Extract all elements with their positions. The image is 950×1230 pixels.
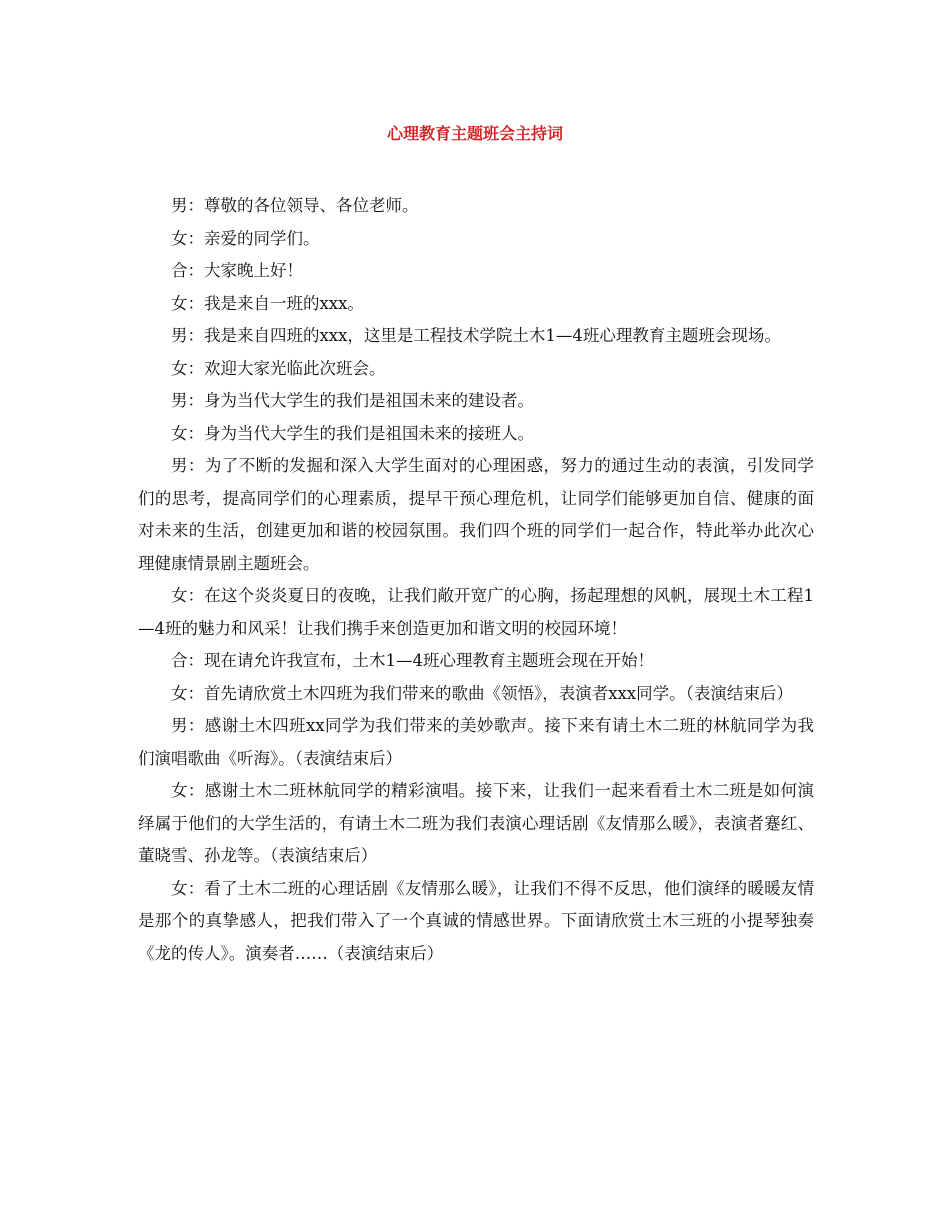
paragraph: 女：我是来自一班的xxx。 [171, 293, 364, 313]
paragraph: 男：感谢土木四班xx同学为我们带来的美妙歌声。接下来有请土木二班的林航同学为我们演唱歌曲《听海》。（表演结束后） [138, 716, 814, 768]
paragraph: 女：首先请欣赏土木四班为我们带来的歌曲《领悟》，表演者xxx同学。（表演结束后） [171, 683, 793, 703]
paragraph: 男：尊敬的各位领导、各位老师。 [171, 196, 419, 215]
paragraph: 男：身为当代大学生的我们是祖国未来的建设者。 [171, 391, 534, 410]
paragraph: 女：亲爱的同学们。 [171, 228, 320, 248]
paragraph: 合：大家晚上好！ [171, 261, 303, 280]
paragraph: 合：现在请允许我宣布，土木1—4班心理教育主题班会现在开始！ [171, 651, 654, 670]
paragraph: 女：感谢土木二班林航同学的精彩演唱。接下来，让我们一起来看看土木二班是如何演绎属于他们的大学生活的，有请土木二班为我们表演心理话剧《友情那么暖》，表演者蹇红、董晓雪、孙龙等。（表演结束后） [138, 781, 814, 865]
paragraph: 女：身为当代大学生的我们是祖国未来的接班人。 [171, 423, 534, 443]
paragraph: 女：看了土木二班的心理话剧《友情那么暖》，让我们不得不反思，他们演绎的暖暖友情是那个的真挚感人，把我们带入了一个真诚的情感世界。下面请欣赏土木三班的小提琴独奏《龙的传人》。演奏者……（表演结束后） [138, 878, 814, 963]
document-title: 心理教育主题班会主持词 [386, 124, 563, 143]
paragraph: 女：在这个炎炎夏日的夜晚，让我们敞开宽广的心胸，扬起理想的风帆，展现土木工程1—4班的魅力和风采！让我们携手来创造更加和谐文明的校园环境！ [138, 586, 814, 638]
paragraph: 男：为了不断的发掘和深入大学生面对的心理困惑，努力的通过生动的表演，引发同学们的思考，提高同学们的心理素质，提早干预心理危机，让同学们能够更加自信、健康的面对未来的生活，创建更加和谐的校园氛围。我们四个班的同学们一起合作，特此举办此次心理健康情景剧主题班会。 [138, 456, 814, 573]
paragraph: 男：我是来自四班的xxx，这里是工程技术学院土木1—4班心理教育主题班会现场。 [171, 326, 781, 345]
document-body [138, 190, 814, 970]
paragraph: 女：欢迎大家光临此次班会。 [171, 358, 386, 378]
